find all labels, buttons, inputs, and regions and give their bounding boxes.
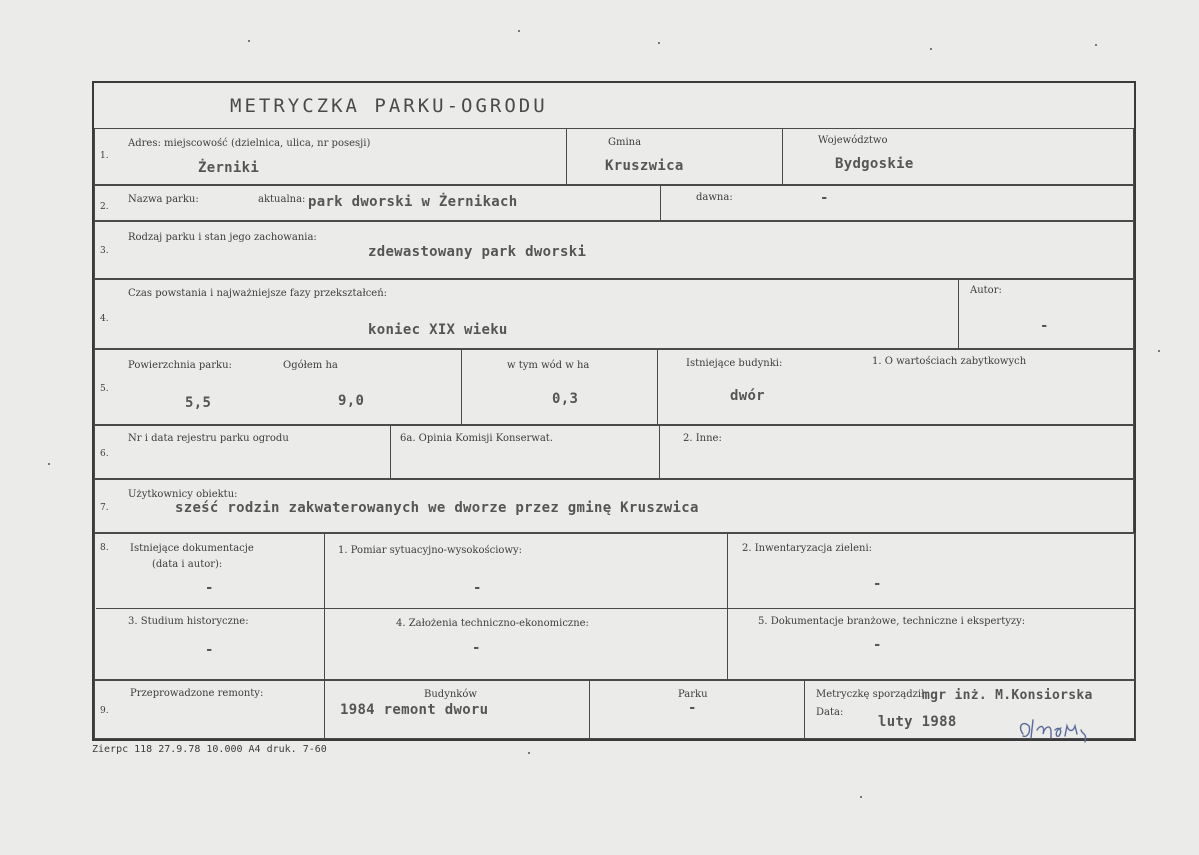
- park-renovation-label: Parku: [678, 689, 708, 700]
- documentation-label: Istniejące dokumentacje: [130, 543, 254, 554]
- print-footer: Zierpc 118 27.9.78 10.000 A4 druk. 7-60: [92, 744, 327, 755]
- row-number: 1.: [100, 151, 109, 161]
- divider: [727, 533, 728, 680]
- prepared-by-value: mgr inż. M.Konsiorska: [922, 688, 1093, 703]
- documentation-sublabel: (data i autor):: [152, 559, 223, 570]
- speck: [860, 796, 862, 798]
- survey-value: -: [473, 580, 482, 596]
- form-title: METRYCZKA PARKU-OGRODU: [230, 95, 548, 117]
- row-number: 4.: [100, 314, 109, 324]
- greenery-inventory-value: -: [873, 576, 882, 592]
- prepared-by-label: Metryczkę sporządził:: [816, 689, 928, 700]
- area-value: 5,5: [185, 395, 212, 411]
- row-documentation: [94, 533, 1136, 680]
- historical-study-label: 3. Studium historyczne:: [128, 616, 249, 627]
- author-value: -: [1040, 318, 1049, 334]
- divider: [96, 608, 1134, 609]
- row-number: 2.: [100, 202, 109, 212]
- users-label: Użytkownicy obiektu:: [128, 489, 238, 500]
- divider: [657, 349, 658, 425]
- buildings-renovation-value: 1984 remont dworu: [340, 702, 489, 718]
- row-park-name: [94, 185, 1134, 221]
- row-number: 6.: [100, 449, 109, 459]
- row-park-type: [94, 221, 1134, 279]
- other-label: 2. Inne:: [683, 433, 722, 444]
- divider: [589, 680, 590, 739]
- historical-study-value: -: [205, 642, 214, 658]
- gmina-label: Gmina: [608, 137, 642, 148]
- current-name-value: park dworski w Żernikach: [308, 194, 518, 210]
- buildings-value: dwór: [730, 388, 765, 404]
- registry-label: Nr i data rejestru parku ogrodu: [128, 433, 289, 444]
- branch-docs-label: 5. Dokumentacje branżowe, techniczne i ekspertyzy:: [758, 616, 1026, 627]
- buildings-renovation-label: Budynków: [424, 689, 477, 700]
- speck: [48, 463, 50, 465]
- divider: [324, 533, 325, 680]
- tech-econ-value: -: [472, 640, 481, 656]
- commission-opinion-label: 6a. Opinia Komisji Konserwat.: [400, 433, 553, 444]
- divider: [782, 128, 783, 185]
- former-name-label: dawna:: [696, 192, 733, 203]
- branch-docs-value: -: [873, 637, 882, 653]
- speck: [1095, 44, 1097, 46]
- row-number: 5.: [100, 384, 109, 394]
- park-type-value: zdewastowany park dworski: [368, 244, 587, 260]
- speck: [1158, 350, 1160, 352]
- origin-label: Czas powstania i najważniejsze fazy przekształceń:: [128, 288, 388, 299]
- row-number: 3.: [100, 246, 109, 256]
- survey-label: 1. Pomiar sytuacyjno-wysokościowy:: [338, 545, 523, 556]
- author-label: Autor:: [970, 285, 1002, 296]
- buildings-label: Istniejące budynki:: [686, 358, 783, 369]
- voivodeship-value: Bydgoskie: [835, 156, 914, 172]
- divider: [958, 279, 959, 349]
- users-value: sześć rodzin zakwaterowanych we dworze przez gminę Kruszwica: [175, 500, 699, 516]
- address-value: Żerniki: [198, 160, 260, 176]
- row-number: 8.: [100, 543, 109, 553]
- voivodeship-label: Województwo: [818, 135, 888, 146]
- divider: [660, 185, 661, 221]
- total-ha-label: Ogółem ha: [283, 360, 338, 371]
- area-label: Powierzchnia parku:: [128, 360, 232, 371]
- origin-value: koniec XIX wieku: [368, 322, 508, 338]
- speck: [518, 30, 520, 32]
- divider: [804, 680, 805, 739]
- row-number: 9.: [100, 706, 109, 716]
- gmina-value: Kruszwica: [605, 158, 684, 174]
- speck: [528, 752, 530, 754]
- signature: [1015, 712, 1095, 748]
- speck: [248, 40, 250, 42]
- divider: [566, 128, 567, 185]
- greenery-inventory-label: 2. Inwentaryzacja zieleni:: [742, 543, 873, 554]
- park-name-label: Nazwa parku:: [128, 194, 199, 205]
- documentation-value: -: [205, 580, 214, 596]
- total-ha-value: 9,0: [338, 393, 365, 409]
- speck: [930, 48, 932, 50]
- heritage-value-label: 1. O wartościach zabytkowych: [872, 356, 1027, 367]
- water-ha-label: w tym wód w ha: [507, 360, 590, 371]
- former-name-value: -: [820, 190, 829, 206]
- row-number: 7.: [100, 503, 109, 513]
- divider: [390, 425, 391, 479]
- speck: [658, 42, 660, 44]
- water-ha-value: 0,3: [552, 391, 579, 407]
- address-label: Adres: miejscowość (dzielnica, ulica, nr posesji): [128, 138, 371, 149]
- divider: [461, 349, 462, 425]
- renovations-label: Przeprowadzone remonty:: [130, 688, 264, 699]
- park-renovation-value: -: [688, 700, 697, 716]
- tech-econ-label: 4. Założenia techniczno-ekonomiczne:: [396, 618, 589, 629]
- date-label: Data:: [816, 707, 844, 718]
- divider: [659, 425, 660, 479]
- current-name-label: aktualna:: [258, 194, 306, 205]
- divider: [324, 680, 325, 739]
- date-value: luty 1988: [878, 714, 957, 730]
- park-type-label: Rodzaj parku i stan jego zachowania:: [128, 232, 317, 243]
